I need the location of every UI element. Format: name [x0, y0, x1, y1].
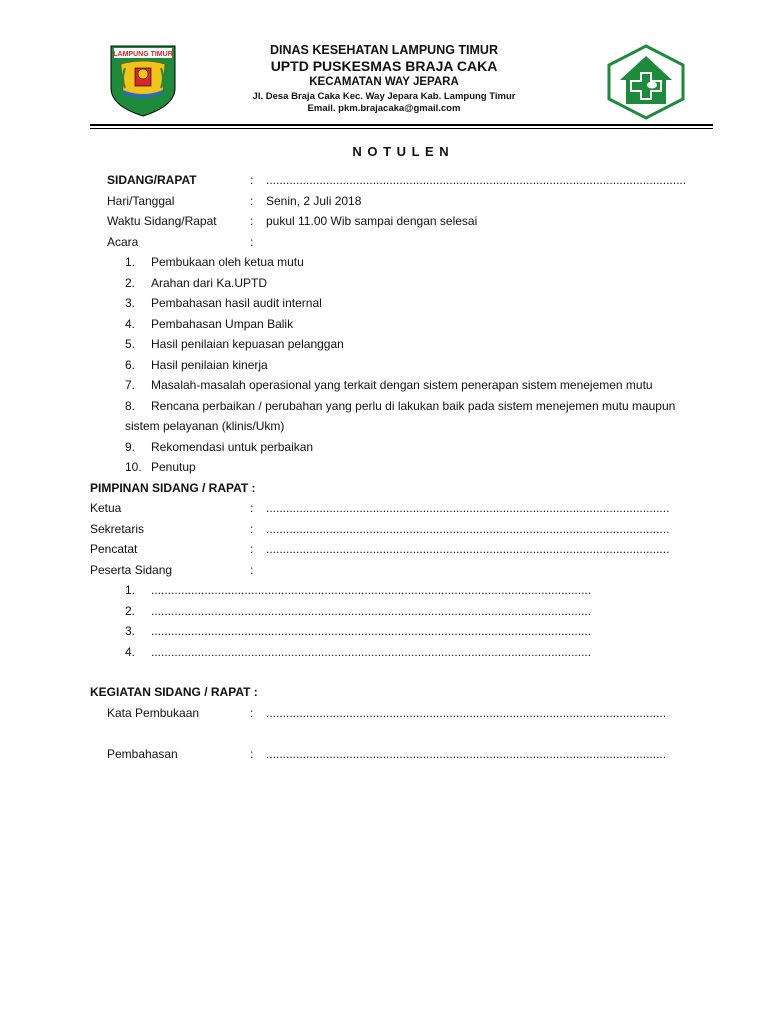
- hari-label: Hari/Tanggal: [107, 194, 175, 208]
- list-item-number: 2.: [125, 604, 136, 618]
- list-item: Pembukaan oleh ketua mutu: [151, 255, 304, 269]
- hari-value: Senin, 2 Juli 2018: [266, 194, 362, 208]
- kata-pembukaan-label: Kata Pembukaan: [107, 706, 200, 720]
- waktu-value: pukul 11.00 Wib sampai dengan selesai: [266, 214, 478, 228]
- colon: :: [250, 214, 254, 228]
- ketua-field: .........................................................................................................................: [266, 501, 670, 515]
- peserta-field: ....................................................................................................................................: [151, 624, 592, 638]
- colon: :: [250, 194, 254, 208]
- list-item-number: 9.: [125, 440, 136, 454]
- sidang-value: ..............................................................................................................................: [266, 173, 687, 187]
- colon: :: [250, 173, 254, 187]
- list-item-number: 10.: [125, 460, 142, 474]
- list-item: Hasil penilaian kinerja: [151, 358, 268, 372]
- header-rule-thin: [90, 128, 713, 129]
- list-item-number: 5.: [125, 337, 136, 351]
- sekretaris-label: Sekretaris: [90, 522, 145, 536]
- pencatat-label: Pencatat: [90, 542, 138, 556]
- colon: :: [250, 235, 254, 249]
- colon: :: [250, 501, 254, 515]
- address: Jl. Desa Braja Caka Kec. Way Jepara Kab. Lampung Timur: [252, 91, 516, 102]
- waktu-label: Waktu Sidang/Rapat: [107, 214, 217, 228]
- colon: :: [250, 522, 254, 536]
- sekretaris-field: .........................................................................................................................: [266, 522, 670, 536]
- kata-pembukaan-field: ........................................................................................................................: [266, 706, 667, 720]
- list-item: Masalah-masalah operasional yang terkait dengan sistem penerapan sistem menejemen mutu: [151, 378, 653, 392]
- document-title: N O T U L E N: [352, 144, 450, 159]
- unit-name: UPTD PUSKESMAS BRAJA CAKA: [270, 58, 498, 74]
- list-item: Arahan dari Ka.UPTD: [151, 276, 268, 290]
- list-item: Rekomendasi untuk perbaikan: [151, 440, 314, 454]
- peserta-label: Peserta Sidang: [90, 563, 173, 577]
- list-item: Penutup: [151, 460, 196, 474]
- sidang-label: SIDANG/RAPAT: [107, 173, 197, 187]
- list-item-number: 6.: [125, 358, 136, 372]
- pencatat-field: .........................................................................................................................: [266, 542, 670, 556]
- district-name: KECAMATAN WAY JEPARA: [309, 76, 459, 88]
- logo-text: LAMPUNG TIMUR: [113, 51, 173, 58]
- list-item: Pembahasan hasil audit internal: [151, 296, 322, 310]
- pimpinan-heading: PIMPINAN SIDANG / RAPAT :: [90, 481, 256, 495]
- list-item-number: 3.: [125, 624, 136, 638]
- kegiatan-heading: KEGIATAN SIDANG / RAPAT :: [90, 685, 258, 699]
- peserta-field: ....................................................................................................................................: [151, 583, 592, 597]
- email: Email. pkm.brajacaka@gmail.com: [307, 103, 461, 114]
- pembahasan-field: ........................................................................................................................: [266, 747, 667, 761]
- list-item-number: 4.: [125, 317, 136, 331]
- list-item-number: 7.: [125, 378, 136, 392]
- header-rule-thick: [90, 124, 713, 126]
- acara-label: Acara: [107, 235, 139, 249]
- pembahasan-label: Pembahasan: [107, 747, 178, 761]
- list-item-number: 8.: [125, 399, 136, 413]
- colon: :: [250, 706, 254, 720]
- puskesmas-logo: [606, 44, 686, 120]
- list-item: Hasil penilaian kepuasan pelanggan: [151, 337, 344, 351]
- colon: :: [250, 542, 254, 556]
- list-item-number: 2.: [125, 276, 136, 290]
- list-item: Pembahasan Umpan Balik: [151, 317, 294, 331]
- list-item-number: 3.: [125, 296, 136, 310]
- peserta-field: ....................................................................................................................................: [151, 604, 592, 618]
- colon: :: [250, 563, 254, 577]
- peserta-field: ....................................................................................................................................: [151, 645, 592, 659]
- list-item-number: 4.: [125, 645, 136, 659]
- colon: :: [250, 747, 254, 761]
- list-item-number: 1.: [125, 255, 136, 269]
- list-item-continuation: sistem pelayanan (klinis/Ukm): [125, 419, 285, 433]
- ketua-label: Ketua: [90, 501, 122, 515]
- list-item: Rencana perbaikan / perubahan yang perlu di lakukan baik pada sistem menejemen mutu maupun: [151, 399, 676, 413]
- agency-name: DINAS KESEHATAN LAMPUNG TIMUR: [269, 43, 498, 57]
- list-item-number: 1.: [125, 583, 136, 597]
